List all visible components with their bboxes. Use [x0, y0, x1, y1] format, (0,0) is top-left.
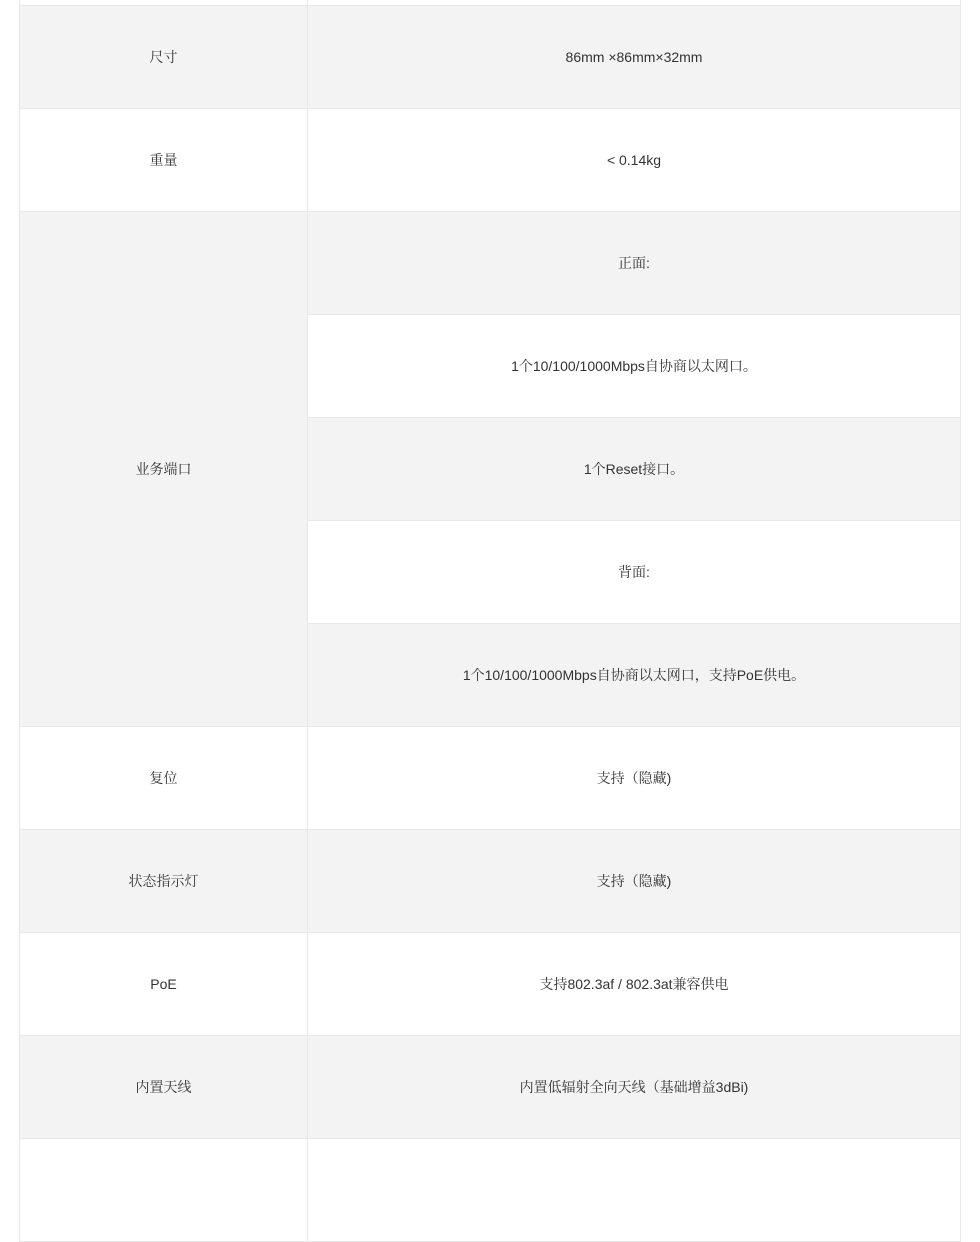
table-row: [20, 727, 961, 830]
table-row: [20, 6, 961, 109]
spec-value-ports-front-reset: 1个Reset接口。: [308, 418, 961, 521]
spec-label: [20, 1139, 308, 1242]
spec-label-ports: 业务端口: [20, 212, 308, 727]
table-row: [20, 109, 961, 212]
spec-label-size: 尺寸: [20, 6, 308, 109]
table-row: [20, 212, 961, 315]
spec-value-reset: 支持（隐藏): [308, 727, 961, 830]
spec-value-poe: 支持802.3af / 802.3at兼容供电: [308, 933, 961, 1036]
spec-label-status-led: 状态指示灯: [20, 830, 308, 933]
table-row: [20, 830, 961, 933]
spec-value: [308, 1139, 961, 1242]
spec-value-antenna: 内置低辐射全向天线（基础增益3dBi): [308, 1036, 961, 1139]
table-row: [20, 1139, 961, 1242]
spec-value-size: 86mm ×86mm×32mm: [308, 6, 961, 109]
spec-value-status-led: 支持（隐藏): [308, 830, 961, 933]
table-row: [20, 1036, 961, 1139]
spec-label-poe: PoE: [20, 933, 308, 1036]
spec-label-reset: 复位: [20, 727, 308, 830]
spec-value-ports-back-ethernet: 1个10/100/1000Mbps自协商以太网口，支持PoE供电。: [308, 624, 961, 727]
spec-value-ports-front-heading: 正面:: [308, 212, 961, 315]
spec-value-weight: < 0.14kg: [308, 109, 961, 212]
spec-table-container: [19, 0, 960, 1242]
spec-label-antenna: 内置天线: [20, 1036, 308, 1139]
spec-table: [19, 0, 961, 1242]
spec-value-ports-front-ethernet: 1个10/100/1000Mbps自协商以太网口。: [308, 315, 961, 418]
spec-label-weight: 重量: [20, 109, 308, 212]
table-row: [20, 933, 961, 1036]
spec-value-ports-back-heading: 背面:: [308, 521, 961, 624]
